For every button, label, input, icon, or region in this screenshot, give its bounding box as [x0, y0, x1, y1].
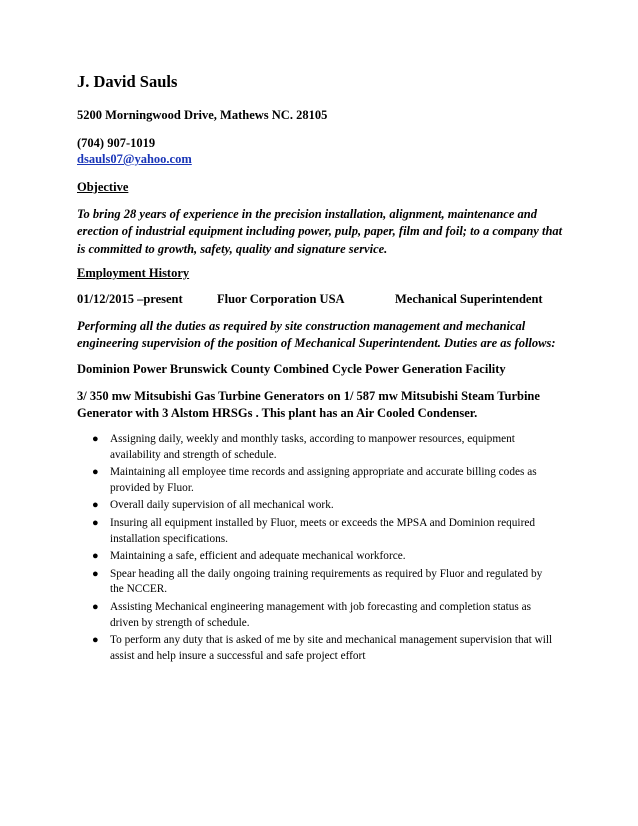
- email-link[interactable]: dsauls07@yahoo.com: [77, 152, 192, 166]
- job-title: Mechanical Superintendent: [395, 292, 543, 306]
- job-dates: 01/12/2015 –present: [77, 292, 183, 306]
- bullet-icon: ●: [92, 634, 99, 647]
- bullet-icon: ●: [92, 600, 99, 613]
- duties-list: [77, 432, 555, 666]
- list-item: ● Maintaining all employee time records and assigning appropriate and accurate billing codes as provided by Fluor.: [92, 466, 537, 494]
- phone: (704) 907-1019: [77, 136, 156, 150]
- bullet-icon: ●: [92, 433, 99, 445]
- job-row: [77, 292, 577, 310]
- job-company: Fluor Corporation USA: [217, 292, 345, 306]
- plant-description: 3/ 350 mw Mitsubishi Gas Turbine Generators on 1/ 587 mw Mitsubishi Steam Turbine Generator with 3 Alstom HRSGs . This plant has an Air Cooled Condenser.: [77, 389, 540, 421]
- employment-heading: Employment History: [77, 266, 190, 280]
- bullet-icon: ●: [92, 516, 99, 529]
- address: 5200 Morningwood Drive, Mathews NC. 28105: [77, 108, 328, 122]
- job-summary: Performing all the duties as required by site construction management and mechanical engineering supervision of the position of Mechanical Superintendent. Duties are as follows:: [77, 319, 556, 351]
- bullet-icon: ●: [92, 466, 99, 479]
- objective-heading: Objective: [77, 180, 129, 194]
- list-item: ● To perform any duty that is asked of me by site and mechanical management supervision that will assist and help insure a successful and safe project effort: [92, 634, 553, 662]
- list-item: ● Maintaining a safe, efficient and adequate mechanical workforce.: [77, 549, 555, 565]
- list-item: ● Assisting Mechanical engineering management with job forecasting and completion status as driven by strength of schedule.: [92, 600, 532, 629]
- objective-text: To bring 28 years of experience in the precision installation, alignment, maintenance and erection of industrial equipment including power, pulp, paper, film and foil; to a company that is committed to growth, safety, quality and signature service.: [77, 207, 563, 256]
- bullet-icon: ●: [92, 550, 99, 563]
- bullet-icon: ●: [92, 567, 99, 580]
- list-item: ● Assigning daily, weekly and monthly tasks, according to manpower resources, equipment availability and strength of schedule.: [92, 433, 515, 461]
- list-item: ● Insuring all equipment installed by Fluor, meets or exceeds the MPSA and Dominion required installation specifications.: [92, 516, 535, 545]
- list-item: ● Spear heading all the daily ongoing training requirements as required by Fluor and regulated by the NCCER.: [92, 567, 543, 596]
- facility-name: Dominion Power Brunswick County Combined Cycle Power Generation Facility: [77, 362, 506, 376]
- list-item: ● Overall daily supervision of all mechanical work.: [77, 498, 555, 514]
- candidate-name: J. David Sauls: [77, 72, 178, 91]
- bullet-icon: ●: [92, 499, 99, 512]
